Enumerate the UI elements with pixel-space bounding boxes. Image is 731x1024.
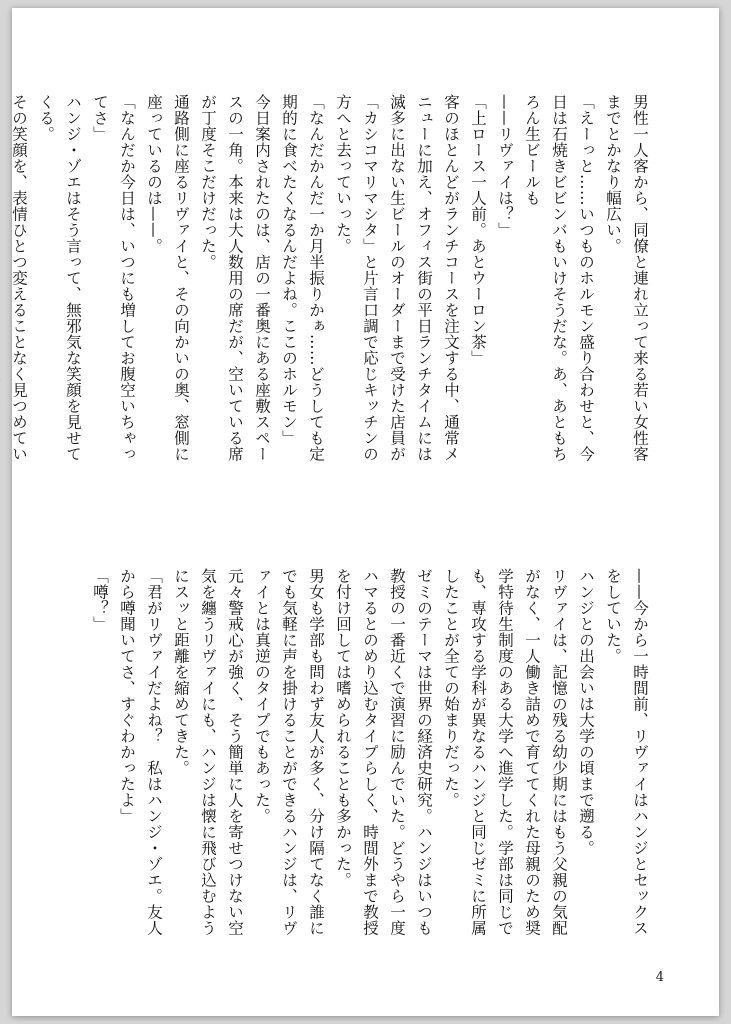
book-page [12, 8, 719, 1016]
paragraph: ——リヴァイは？」 [496, 94, 514, 238]
paragraph: 男女も学部も問わず友人が多く、分け隔てなく誰にでも気軽に声を掛けることができるハンジは、リヴァイとは真逆のタイプでもあった。 [253, 568, 325, 936]
top-text-block [0, 94, 653, 464]
paragraph: ハンジとの出会いは大学の頃まで遡る。 [577, 568, 595, 856]
page-number: 4 [655, 970, 664, 985]
bottom-text-block [86, 568, 653, 938]
paragraph: ——今から一時間前、リヴァイはハンジとセックスをしていた。 [604, 568, 649, 936]
paragraph: リヴァイは、記憶の残る幼少期にはもう父親の気配がなく、一人働き詰めで育ててくれた母親のため奨学特待生制度のある大学へ進学した。学部は同じでも、専攻する学科が異なるハンジと同じゼミに所属したことが全ての始まりだった。 [442, 568, 568, 936]
paragraph: 通路側に座るリヴァイと、その向かいの奥、窓側に座っているのは——。 [145, 94, 190, 462]
paragraph: 「噂？」 [91, 568, 109, 632]
paragraph: その笑顔を、表情ひとつ変えることなく見つめてい [10, 94, 28, 462]
paragraph: 「えーっと……いつものホルモン盛り合わせと、今日は石焼きビビンバもいけそうだな。あ、あともちろん生ビールも [523, 94, 595, 462]
paragraph: ハンジ・ゾエはそう言って、無邪気な笑顔を見せてくる。 [37, 94, 82, 462]
paragraph: 「上ロース一人前。あとウーロン茶」 [469, 94, 487, 366]
paragraph: 今日案内されたのは、店の一番奥にある座敷スペースの一角。本来は大人数用の席だが、空いている席が丁度そこだけだった。 [199, 94, 271, 462]
paragraph: 元々警戒心が強く、そう簡単に人を寄せつけない空気を纏うリヴァイにも、ハンジは懐に飛び込むようにスッと距離を縮めてきた。 [172, 568, 244, 936]
paragraph: 男性一人客から、同僚と連れ立って来る若い女性客までとかなり幅広い。 [604, 94, 649, 462]
paragraph: 「君がリヴァイだよね？ 私はハンジ・ゾエ。友人から噂聞いてさ、すぐわかったよ」 [118, 568, 163, 936]
paragraph: 「なんだかんだ一か月半振りかぁ……どうしても定期的に食べたくなるんだよね。ここのホルモン」 [280, 94, 325, 462]
paragraph: ゼミのテーマは世界の経済史研究。ハンジはいつも教授の一番近くで演習に励んでいた。どうやら一度ハマるとのめり込むタイプらしく、時間外まで教授を付け回しては嗜められることも多かった。 [334, 568, 433, 936]
paragraph: 客のほとんどがランチコースを注文する中、通常メニューに加え、オフィス街の平日ランチタイムには滅多に出ない生ビールのオーダーまで受けた店員が「カシコマリマシタ」と片言口調で応じキッチンの方へと去っていった。 [334, 94, 460, 462]
paragraph: 「なんだか今日は、いつにも増してお腹空いちゃってさ」 [91, 94, 136, 462]
